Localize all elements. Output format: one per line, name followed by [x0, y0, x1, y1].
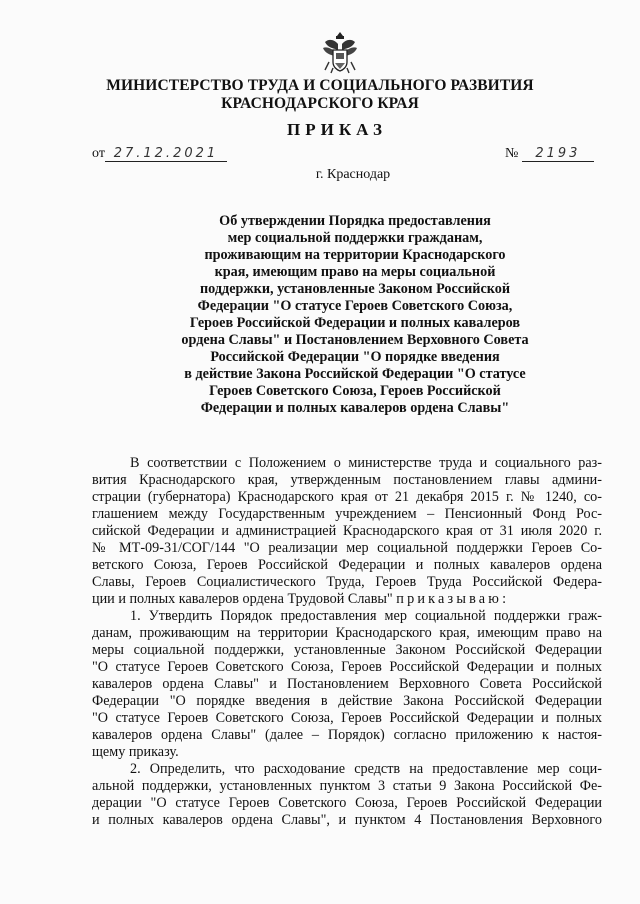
body-line: 1. Утвердить Порядок предоставления мер социальной поддержки граж-: [130, 608, 602, 624]
city: г. Краснодар: [315, 167, 391, 182]
body-line: кавалеров ордена Славы" (далее – Порядок) согласно приложению к настоя-: [92, 727, 602, 743]
body-line: сийской Федерации и администрацией Краснодарского края от 31 июля 2020 г.: [92, 523, 602, 539]
subject-line: Российской Федерации "О порядке введения: [210, 349, 500, 365]
handwritten-number: 2193: [522, 147, 594, 162]
body-line: данам, проживающим на территории Краснодарского края, имеющим право на: [92, 625, 602, 641]
number-prefix: №: [505, 146, 519, 161]
body-line: № МТ-09-31/СОГ/144 "О реализации мер социальной поддержки Героев Со-: [92, 540, 602, 556]
body-line: меры социальной поддержки, установленные Законом Российской Федерации: [92, 642, 602, 658]
subject-line: Об утверждении Порядка предоставления: [219, 213, 491, 229]
subject-line: Героев Российской Федерации и полных кавалеров: [189, 315, 521, 331]
subject-line: Героев Советского Союза, Героев Российской: [209, 383, 501, 399]
body-line: В соответствии с Положением о министерстве труда и социального раз-: [130, 455, 602, 471]
order-number: [505, 146, 594, 162]
body-line: и полных кавалеров ордена Славы", и пунктом 4 Постановления Верховного: [92, 812, 602, 828]
subject-line: в действие Закона Российской Федерации "О статусе: [184, 366, 526, 382]
date-prefix: от: [92, 146, 105, 161]
body-line: ветского Союза, Героев Российской Федерации и полных кавалеров ордена: [92, 557, 602, 573]
ministry-name-line1: МИНИСТЕРСТВО ТРУДА И СОЦИАЛЬНОГО РАЗВИТИЯ: [106, 77, 534, 94]
body-line: кавалеров ордена Славы" и Постановлением Верховного Совета Российской: [92, 676, 602, 692]
prikazyvayu-word: приказываю:: [396, 591, 510, 607]
order-subject: [170, 213, 540, 417]
body-line: вития Краснодарского края, утвержденным постановлением главы админи-: [92, 472, 602, 488]
body-line: глашением между Государственным учреждением – Пенсионный Фонд Рос-: [92, 506, 602, 522]
order-date: [92, 146, 227, 162]
body-line: 2. Определить, что расходование средств на предоставление мер соци-: [130, 761, 602, 777]
subject-line: Федерации и полных кавалеров ордена Славы": [200, 400, 510, 416]
body-line-text: ции и полных кавалеров ордена Трудовой Славы": [92, 591, 393, 607]
subject-line: Федерации "О статусе Героев Советского Союза,: [197, 298, 513, 314]
ministry-name: [0, 77, 640, 113]
body-line: щему приказу.: [92, 744, 179, 760]
body-line: дерации "О статусе Героев Советского Союза, Героев Российской Федерации: [92, 795, 602, 811]
body-line: Славы, Героев Социалистического Труда, Героев Труда Российской Федера-: [92, 574, 602, 590]
body-line: [92, 591, 602, 608]
body-line: Федерации "О порядке введения в действие Закона Российской Федерации: [92, 693, 602, 709]
order-body: [92, 455, 602, 829]
subject-line: ордена Славы" и Постановлением Верховного Совета: [181, 332, 529, 348]
handwritten-date: 27.12.2021: [105, 147, 227, 162]
coat-of-arms-emblem: [321, 30, 359, 74]
subject-line: проживающим на территории Краснодарского: [204, 247, 506, 263]
subject-line: поддержки, установленные Законом Российской: [199, 281, 510, 297]
subject-line: мер социальной поддержки гражданам,: [227, 230, 483, 246]
ministry-name-line2: КРАСНОДАРСКОГО КРАЯ: [221, 95, 419, 112]
subject-line: края, имеющим право на меры социальной: [214, 264, 496, 280]
body-line: альной поддержки, установленных пунктом 3 статьи 9 Закона Российской Фе-: [92, 778, 602, 794]
body-line: "О статусе Героев Советского Союза, Героев Российской Федерации и полных: [92, 659, 602, 675]
order-title: ПРИКАЗ: [287, 120, 387, 139]
body-line: "О статусе Героев Советского Союза, Героев Российской Федерации и полных: [92, 710, 602, 726]
body-line: страции (губернатора) Краснодарского края от 21 декабря 2015 г. № 1240, со-: [92, 489, 602, 505]
